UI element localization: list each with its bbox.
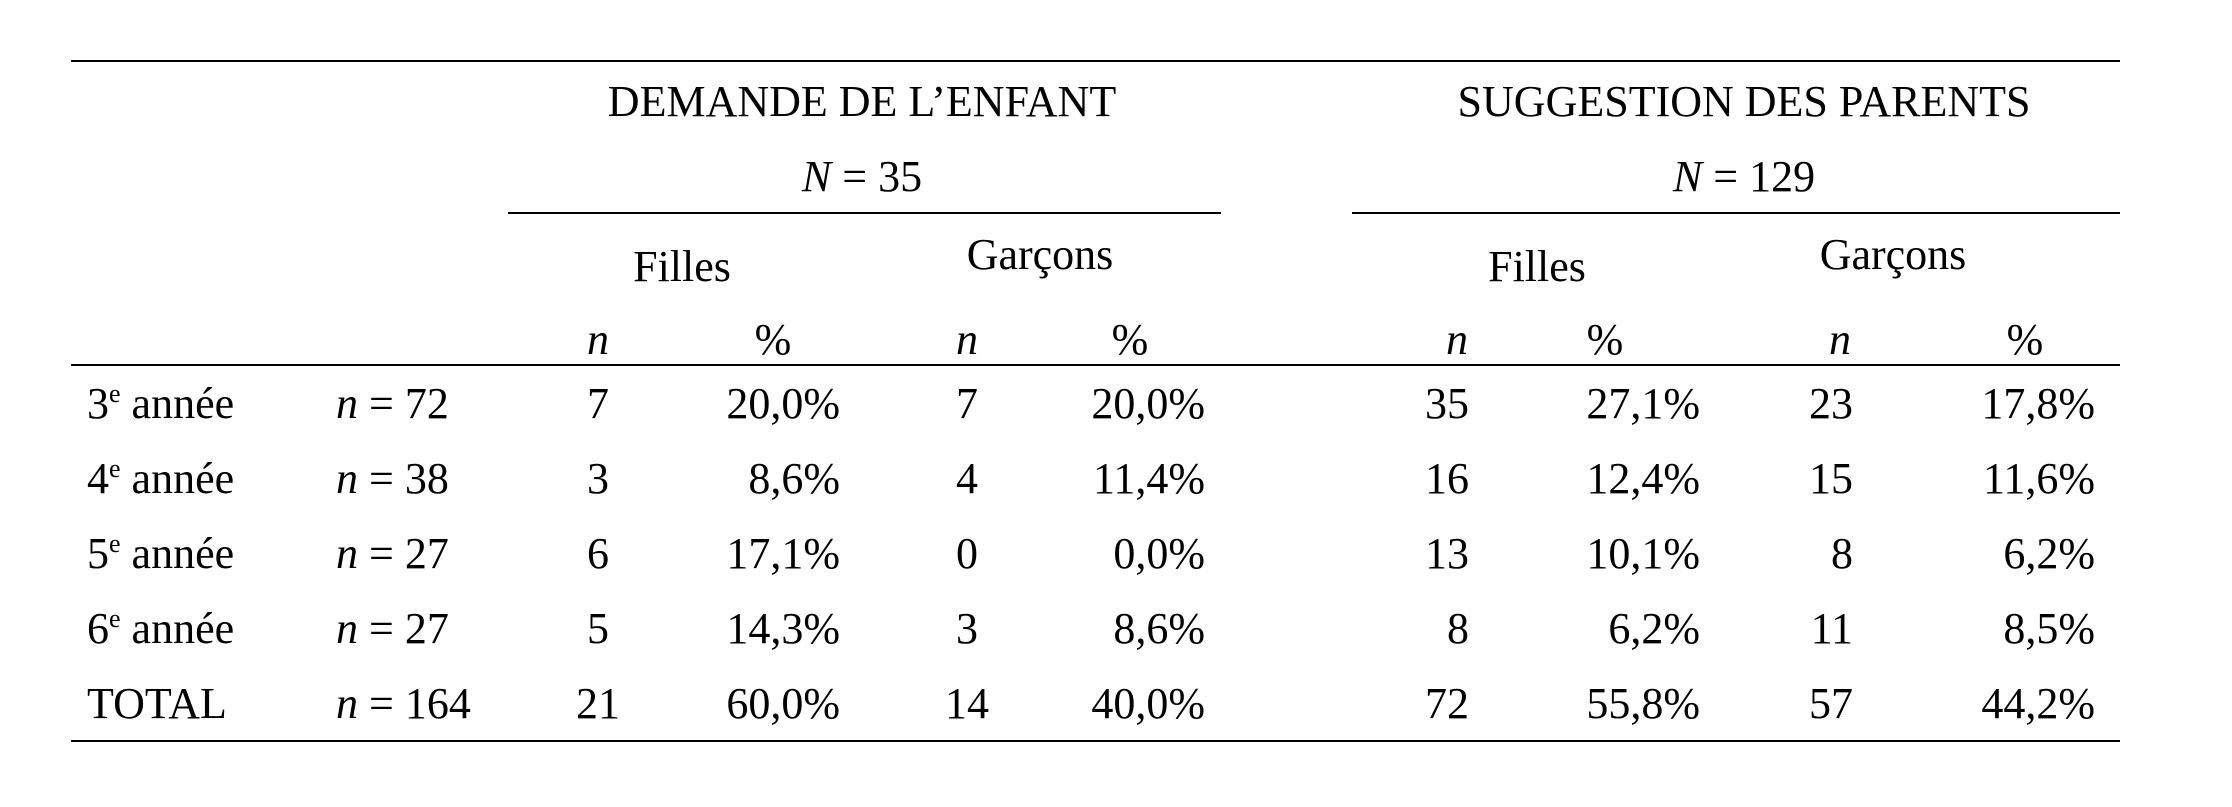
col-header-pct: % [1586,315,1624,364]
group-rule-parents [1352,212,2120,214]
n-symbol: n [336,529,358,578]
group-title-parents: SUGGESTION DES PARENTS [1457,77,2031,126]
n-value: = 27 [358,529,449,578]
row-sample-size [336,679,471,728]
row-label [87,604,235,653]
col-header-n: n [1829,315,1851,364]
header-garcons-parents: Garçons [1819,230,1967,279]
row-label [87,529,235,578]
col-header-n: n [587,315,609,364]
cell-count: 14 [945,679,989,728]
n-value: = 38 [358,454,449,503]
grade-word: année [120,529,235,578]
cell-percent: 55,8% [1586,679,1700,728]
n-symbol: N [1672,152,1703,201]
top-rule [71,60,2120,62]
ordinal-suffix: e [109,604,121,633]
col-header-pct: % [754,315,792,364]
n-symbol: n [336,679,358,728]
cell-count: 3 [587,454,609,503]
row-sample-size [336,379,449,428]
cell-count: 15 [1809,454,1853,503]
grade: 6 [87,604,109,653]
n-value: 129 [1749,152,1816,201]
cell-count: 4 [956,454,978,503]
cell-percent: 20,0% [1091,379,1205,428]
cell-count: 6 [587,529,609,578]
cell-count: 57 [1809,679,1853,728]
ordinal-suffix: e [109,454,121,483]
cell-count: 0 [956,529,978,578]
cell-percent: 60,0% [726,679,840,728]
n-value: = 27 [358,604,449,653]
ordinal-suffix: e [109,529,121,558]
cell-count: 72 [1425,679,1469,728]
bottom-rule [71,740,2120,742]
n-value: 35 [878,152,923,201]
group-n-parents [1672,152,1816,201]
cell-percent: 8,6% [1113,604,1205,653]
row-label [87,454,235,503]
cell-percent: 6,2% [2003,529,2095,578]
cell-count: 3 [956,604,978,653]
cell-count: 13 [1425,529,1469,578]
header-filles-parents: Filles [1488,242,1586,291]
grade-word: année [120,604,235,653]
cell-percent: 10,1% [1586,529,1700,578]
n-symbol: N [801,152,832,201]
cell-count: 7 [587,379,609,428]
grade-word: année [120,454,235,503]
group-rule-child [508,212,1221,214]
row-label [87,379,235,428]
col-header-n: n [956,315,978,364]
row-label [87,679,227,728]
cell-percent: 20,0% [726,379,840,428]
cell-count: 16 [1425,454,1469,503]
row-sample-size [336,604,449,653]
n-symbol: n [336,379,358,428]
header-rule [71,364,2120,366]
cell-percent: 12,4% [1586,454,1700,503]
cell-percent: 6,2% [1608,604,1700,653]
grade: 4 [87,454,109,503]
row-sample-size [336,529,449,578]
col-header-n: n [1446,315,1468,364]
grade-word: année [120,379,235,428]
cell-percent: 44,2% [1981,679,2095,728]
row-sample-size [336,454,449,503]
cell-count: 21 [576,679,620,728]
group-title-child: DEMANDE DE L’ENFANT [607,77,1117,126]
grade: 3 [87,379,109,428]
cell-percent: 14,3% [726,604,840,653]
ordinal-suffix: e [109,379,121,408]
cell-percent: 8,5% [2003,604,2095,653]
cell-count: 23 [1809,379,1853,428]
cell-percent: 27,1% [1586,379,1700,428]
col-header-pct: % [2006,315,2044,364]
header-filles-child: Filles [633,242,731,291]
cell-percent: 11,4% [1092,454,1205,503]
cell-count: 7 [956,379,978,428]
cell-percent: 40,0% [1091,679,1205,728]
n-equals: = [831,152,879,201]
grade: 5 [87,529,109,578]
cell-count: 35 [1425,379,1469,428]
grade: TOTAL [87,679,227,728]
cell-count: 5 [587,604,609,653]
cell-count: 11 [1810,604,1853,653]
n-equals: = [1702,152,1750,201]
n-value: = 72 [358,379,449,428]
cell-percent: 11,6% [1982,454,2095,503]
header-garcons-child: Garçons [966,230,1114,279]
n-symbol: n [336,454,358,503]
n-value: = 164 [358,679,471,728]
cell-percent: 8,6% [748,454,840,503]
cell-percent: 17,8% [1981,379,2095,428]
cell-percent: 0,0% [1113,529,1205,578]
n-symbol: n [336,604,358,653]
cell-count: 8 [1447,604,1469,653]
cell-count: 8 [1831,529,1853,578]
cell-percent: 17,1% [726,529,840,578]
col-header-pct: % [1111,315,1149,364]
group-n-child [801,152,923,201]
